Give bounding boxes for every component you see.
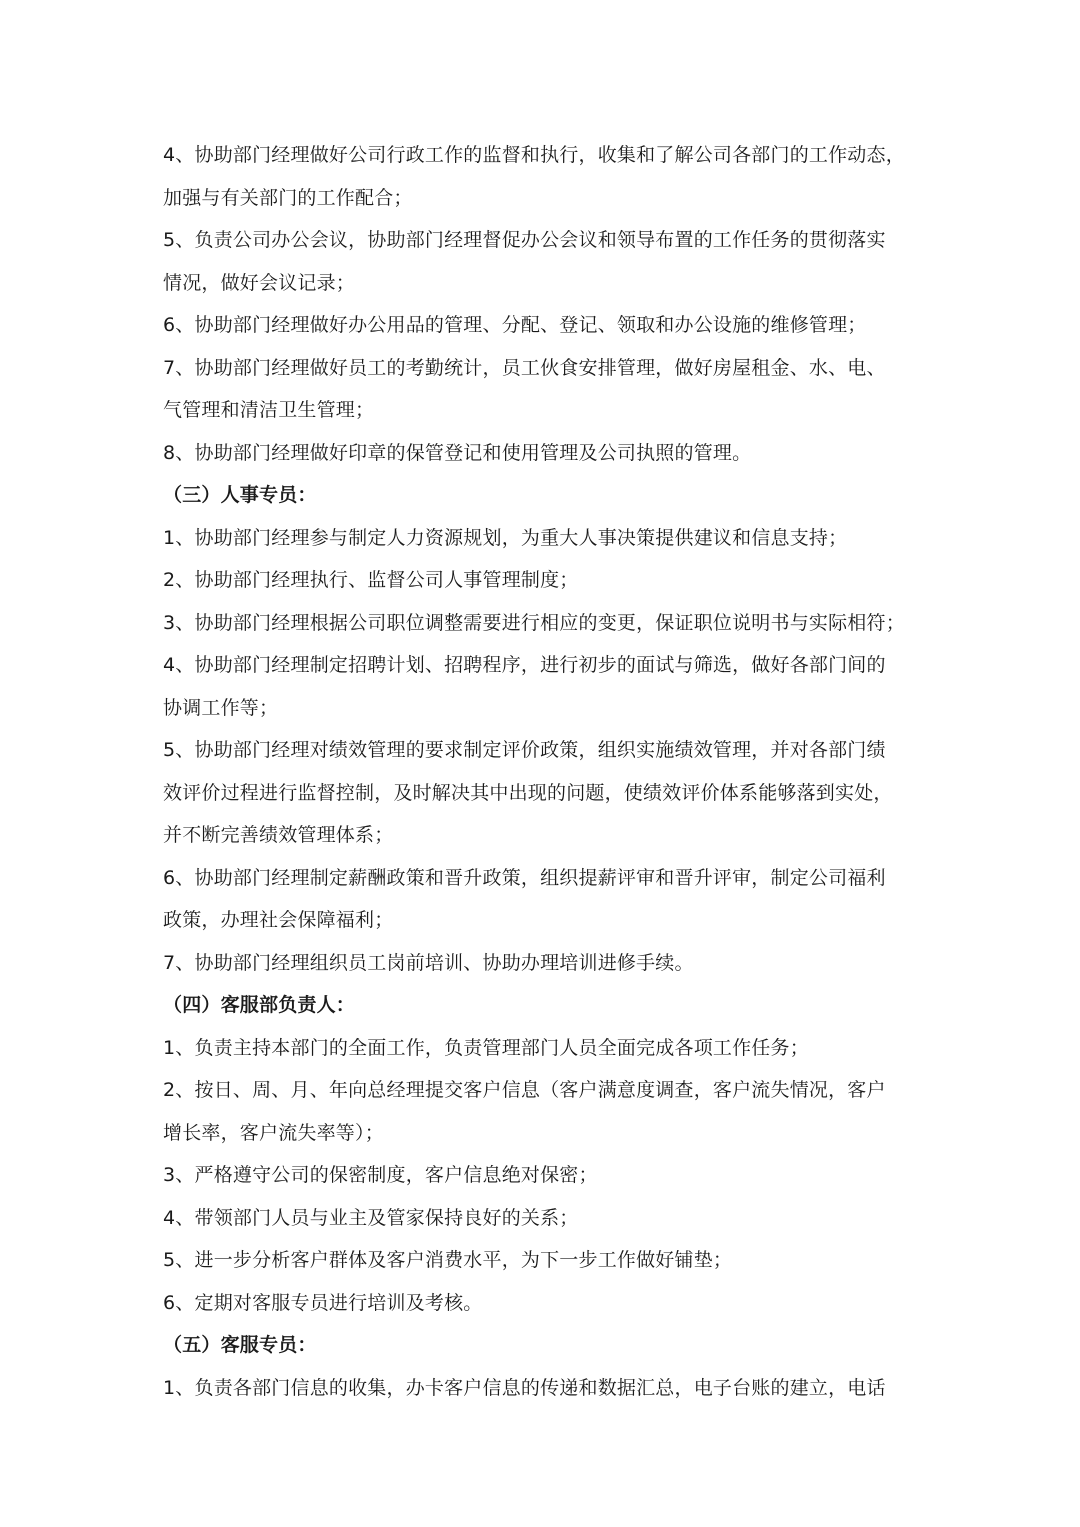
text-line: 4、协助部门经理制定招聘计划、招聘程序，进行初步的面试与筛选，做好各部门间的 — [163, 654, 886, 676]
text-line: 7、协助部门经理做好员工的考勤统计，员工伙食安排管理，做好房屋租金、水、电、 — [163, 356, 886, 379]
section-heading-hr-specialist: （三）人事专员： — [163, 484, 317, 506]
text-line: 8、协助部门经理做好印章的保管登记和使用管理及公司执照的管理。 — [163, 441, 752, 464]
text-line: 4、协助部门经理做好公司行政工作的监督和执行，收集和了解公司各部门的工作动态， — [163, 144, 905, 166]
text-line: 5、进一步分析客户群体及客户消费水平，为下一步工作做好铺垫； — [163, 1249, 733, 1271]
text-line: 6、协助部门经理做好办公用品的管理、分配、登记、领取和办公设施的维修管理； — [163, 314, 867, 336]
text-line: 6、定期对客服专员进行培训及考核。 — [163, 1291, 483, 1314]
text-line: 4、带领部门人员与业主及管家保持良好的关系； — [163, 1206, 579, 1229]
text-line: 1、负责各部门信息的收集，办卡客户信息的传递和数据汇总，电子台账的建立，电话 — [163, 1376, 886, 1399]
text-line: 情况，做好会议记录； — [163, 271, 356, 294]
text-line: 加强与有关部门的工作配合； — [163, 186, 413, 209]
text-line: 气管理和清洁卫生管理； — [163, 399, 375, 421]
text-line: 3、严格遵守公司的保密制度，客户信息绝对保密； — [163, 1164, 598, 1186]
text-line: 协调工作等； — [163, 696, 279, 719]
text-line: 政策，办理社会保障福利； — [163, 909, 394, 931]
text-line: 效评价过程进行监督控制，及时解决其中出现的问题，使绩效评价体系能够落到实处， — [163, 781, 893, 804]
text-line: 5、负责公司办公会议，协助部门经理督促办公会议和领导布置的工作任务的贯彻落实 — [163, 229, 886, 251]
text-line: 2、按日、周、月、年向总经理提交客户信息（客户满意度调查，客户流失情况，客户 — [163, 1079, 886, 1101]
text-line: 7、协助部门经理组织员工岗前培训、协助办理培训进修手续。 — [163, 951, 694, 974]
text-line: 1、负责主持本部门的全面工作，负责管理部门人员全面完成各项工作任务； — [163, 1036, 809, 1059]
section-heading-service-lead: （四）客服部负责人： — [163, 994, 356, 1016]
text-line: 2、协助部门经理执行、监督公司人事管理制度； — [163, 569, 579, 591]
text-line: 1、协助部门经理参与制定人力资源规划，为重大人事决策提供建议和信息支持； — [163, 526, 848, 549]
text-line: 3、协助部门经理根据公司职位调整需要进行相应的变更，保证职位说明书与实际相符； — [163, 611, 905, 634]
text-line: 5、协助部门经理对绩效管理的要求制定评价政策，组织实施绩效管理，并对各部门绩 — [163, 739, 886, 761]
section-heading-service-specialist: （五）客服专员： — [163, 1334, 317, 1356]
document-page — [163, 134, 923, 1409]
text-line: 并不断完善绩效管理体系； — [163, 824, 394, 846]
text-line: 增长率，客户流失率等）； — [163, 1121, 384, 1144]
text-line: 6、协助部门经理制定薪酬政策和晋升政策，组织提薪评审和晋升评审，制定公司福利 — [163, 866, 886, 889]
